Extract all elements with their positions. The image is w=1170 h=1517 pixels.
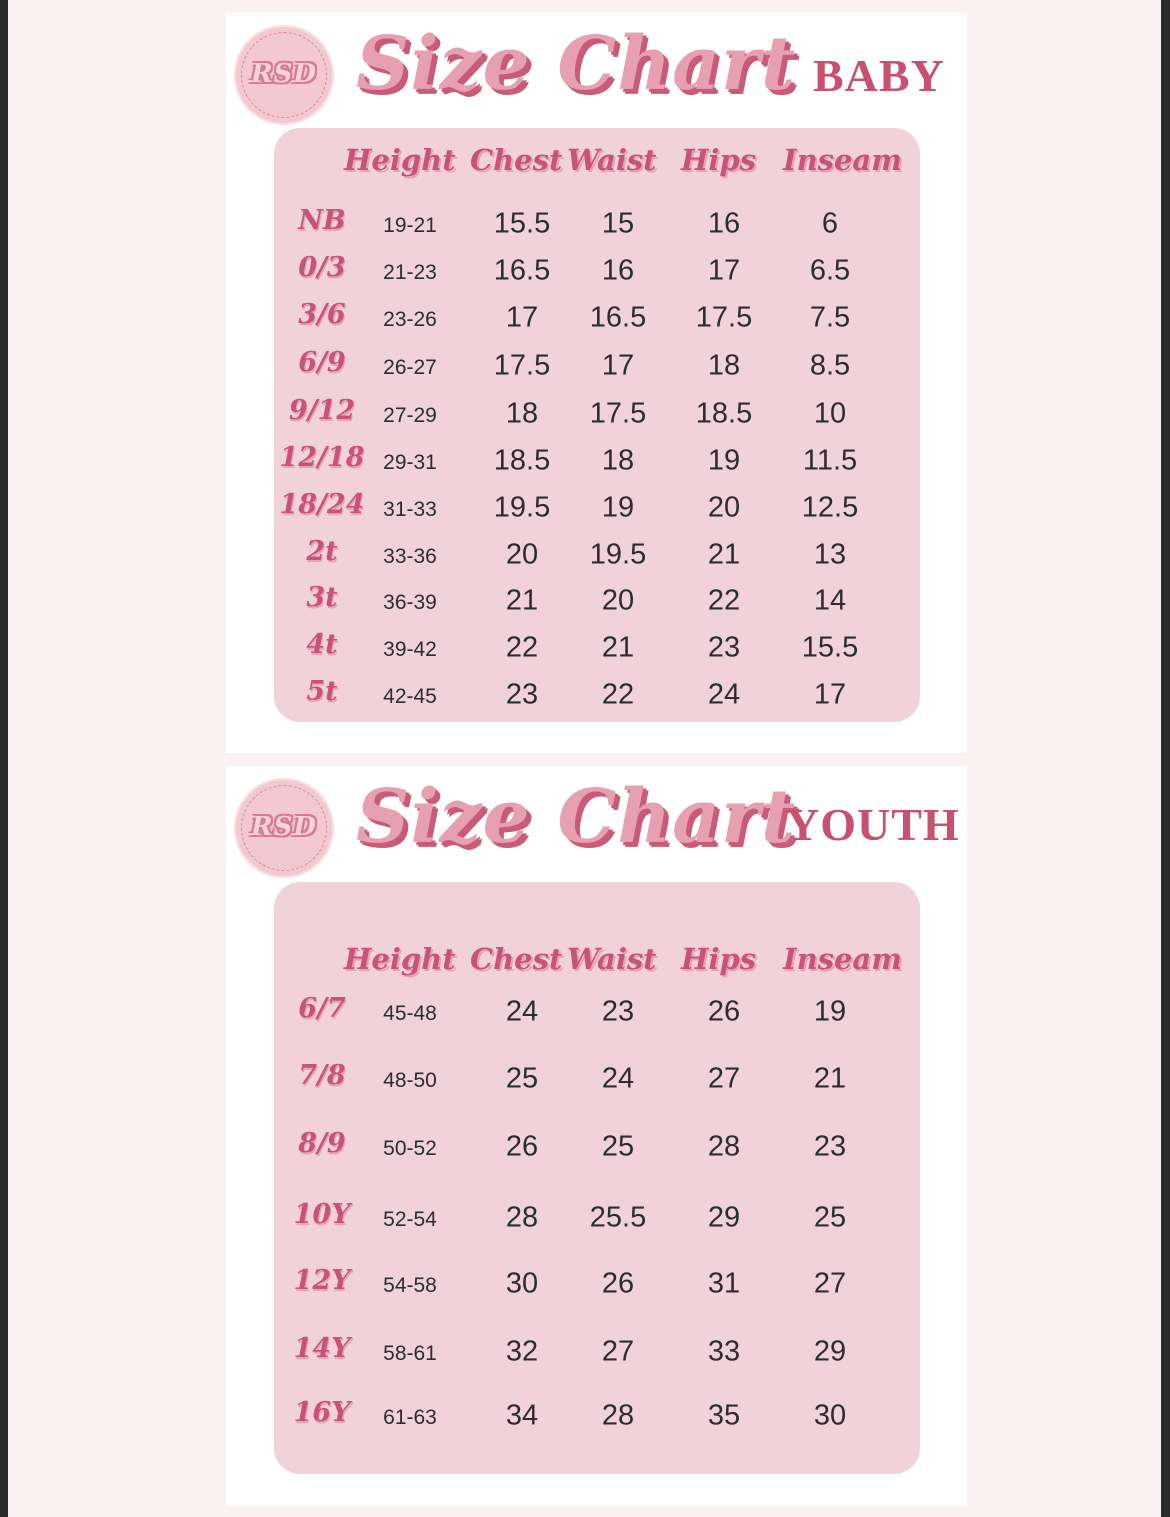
chart-title: Size Chart: [356, 774, 797, 860]
height-value: 26-27: [383, 356, 437, 379]
hips-value: 28: [707, 1130, 741, 1163]
column-header-waist: Waist: [567, 942, 657, 976]
chest-value: 17: [505, 301, 539, 334]
inseam-value: 19: [813, 995, 847, 1028]
inseam-value: 11.5: [802, 444, 858, 477]
hips-value: 24: [707, 678, 741, 711]
waist-value: 21: [601, 631, 635, 664]
size-label: NB: [298, 205, 346, 236]
hips-value: 23: [707, 631, 741, 664]
column-header-height: Height: [344, 143, 456, 177]
column-header-hips: Hips: [681, 942, 757, 976]
hips-value: 18.5: [695, 397, 753, 430]
waist-value: 19.5: [589, 538, 647, 571]
height-value: 48-50: [383, 1069, 437, 1092]
size-label: 2t: [306, 536, 338, 567]
hips-value: 18: [707, 349, 741, 382]
waist-value: 16: [601, 254, 635, 287]
chart-subtitle: BABY: [813, 50, 945, 101]
size-label: 3t: [306, 582, 338, 613]
size-label: 8/9: [298, 1128, 346, 1159]
left-frame-edge: [0, 0, 8, 1517]
logo-monogram: RSD: [251, 812, 317, 842]
column-header-chest: Chest: [470, 942, 563, 976]
waist-value: 27: [601, 1335, 635, 1368]
chest-value: 25: [505, 1062, 539, 1095]
youth-size-chart-card: [226, 766, 967, 1506]
inseam-value: 13: [813, 538, 847, 571]
chest-value: 34: [505, 1399, 539, 1432]
height-value: 54-58: [383, 1274, 437, 1297]
chest-value: 18: [505, 397, 539, 430]
chest-value: 20: [505, 538, 539, 571]
waist-value: 28: [601, 1399, 635, 1432]
size-label: 14Y: [293, 1333, 351, 1364]
inseam-value: 12.5: [801, 491, 859, 524]
inseam-value: 10: [813, 397, 847, 430]
height-value: 31-33: [383, 498, 437, 521]
height-value: 50-52: [383, 1137, 437, 1160]
inseam-value: 17: [813, 678, 847, 711]
height-value: 23-26: [383, 308, 437, 331]
size-label: 0/3: [298, 252, 346, 283]
brand-logo: [234, 778, 334, 878]
waist-value: 25: [601, 1130, 635, 1163]
hips-value: 29: [707, 1201, 741, 1234]
inseam-value: 6.5: [809, 254, 851, 287]
size-label: 5t: [306, 676, 338, 707]
height-value: 42-45: [383, 685, 437, 708]
baby-size-chart-card: [226, 13, 967, 753]
chest-value: 18.5: [493, 444, 551, 477]
inseam-value: 23: [813, 1130, 847, 1163]
hips-value: 20: [707, 491, 741, 524]
height-value: 21-23: [383, 261, 437, 284]
right-frame-edge: [1161, 0, 1170, 1517]
inseam-value: 21: [813, 1062, 847, 1095]
chest-value: 32: [505, 1335, 539, 1368]
chart-title: Size Chart: [356, 21, 797, 107]
chest-value: 23: [505, 678, 539, 711]
hips-value: 26: [707, 995, 741, 1028]
column-header-chest: Chest: [470, 143, 563, 177]
waist-value: 22: [601, 678, 635, 711]
height-value: 27-29: [383, 404, 437, 427]
inseam-value: 7.5: [809, 301, 851, 334]
hips-value: 21: [707, 538, 741, 571]
column-header-hips: Hips: [681, 143, 757, 177]
hips-value: 33: [707, 1335, 741, 1368]
waist-value: 24: [601, 1062, 635, 1095]
chest-value: 17.5: [493, 349, 551, 382]
chest-value: 19.5: [493, 491, 551, 524]
size-label: 7/8: [298, 1060, 346, 1091]
hips-value: 19: [707, 444, 741, 477]
chest-value: 16.5: [493, 254, 551, 287]
inseam-value: 15.5: [801, 631, 859, 664]
size-label: 3/6: [298, 299, 346, 330]
hips-value: 27: [707, 1062, 741, 1095]
waist-value: 20: [601, 584, 635, 617]
waist-value: 17: [601, 349, 635, 382]
chest-value: 30: [505, 1267, 539, 1300]
waist-value: 16.5: [589, 301, 647, 334]
height-value: 45-48: [383, 1002, 437, 1025]
logo-monogram: RSD: [251, 59, 317, 89]
waist-value: 23: [601, 995, 635, 1028]
size-label: 12Y: [293, 1265, 351, 1296]
chest-value: 26: [505, 1130, 539, 1163]
height-value: 58-61: [383, 1342, 437, 1365]
chest-value: 24: [505, 995, 539, 1028]
size-label: 18/24: [279, 489, 365, 520]
hips-value: 22: [707, 584, 741, 617]
chest-value: 15.5: [493, 207, 551, 240]
waist-value: 17.5: [589, 397, 647, 430]
chest-value: 22: [505, 631, 539, 664]
column-header-inseam: Inseam: [783, 942, 902, 976]
size-label: 16Y: [293, 1397, 351, 1428]
height-value: 29-31: [383, 451, 437, 474]
size-label: 4t: [306, 629, 338, 660]
inseam-value: 30: [813, 1399, 847, 1432]
column-header-height: Height: [344, 942, 456, 976]
brand-logo: [234, 25, 334, 125]
inseam-value: 6: [821, 207, 839, 240]
chest-value: 28: [505, 1201, 539, 1234]
inseam-value: 8.5: [809, 349, 851, 382]
size-label: 6/7: [298, 993, 346, 1024]
waist-value: 25.5: [589, 1201, 647, 1234]
column-header-waist: Waist: [567, 143, 657, 177]
inseam-value: 14: [813, 584, 847, 617]
hips-value: 17.5: [695, 301, 753, 334]
height-value: 61-63: [383, 1406, 437, 1429]
column-header-inseam: Inseam: [783, 143, 902, 177]
hips-value: 31: [707, 1267, 741, 1300]
hips-value: 17: [707, 254, 741, 287]
hips-value: 16: [707, 207, 741, 240]
waist-value: 19: [601, 491, 635, 524]
size-label: 10Y: [293, 1199, 351, 1230]
size-label: 6/9: [298, 347, 346, 378]
waist-value: 26: [601, 1267, 635, 1300]
inseam-value: 25: [813, 1201, 847, 1234]
size-label: 12/18: [279, 442, 365, 473]
height-value: 33-36: [383, 545, 437, 568]
height-value: 19-21: [383, 214, 437, 237]
height-value: 39-42: [383, 638, 437, 661]
height-value: 36-39: [383, 591, 437, 614]
hips-value: 35: [707, 1399, 741, 1432]
height-value: 52-54: [383, 1208, 437, 1231]
chart-subtitle: YOUTH: [786, 799, 960, 850]
inseam-value: 29: [813, 1335, 847, 1368]
waist-value: 18: [601, 444, 635, 477]
chest-value: 21: [505, 584, 539, 617]
waist-value: 15: [601, 207, 635, 240]
inseam-value: 27: [813, 1267, 847, 1300]
size-label: 9/12: [288, 395, 356, 426]
